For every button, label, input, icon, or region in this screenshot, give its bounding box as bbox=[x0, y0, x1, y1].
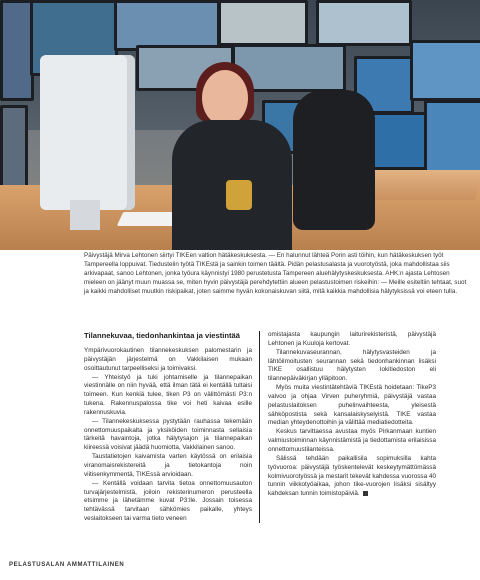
wall-monitor bbox=[316, 0, 412, 46]
column-divider bbox=[259, 331, 260, 523]
person-face bbox=[202, 70, 248, 126]
photo bbox=[0, 0, 480, 250]
wall-monitor bbox=[114, 0, 220, 51]
paragraph: Ympärivuorokautinen tilannekeskuksen palomestarin ja päivystäjän järjestelmä on Vakkilaisen mukaan osoittautunut tarpeelliseksi ja toimivaksi. bbox=[84, 347, 252, 372]
desk-monitor bbox=[368, 112, 428, 170]
paragraph: — Yhteistyö ja tuki johtamiselle ja tilannepaikan viestinnälle on niin hyvää, että ilman tätä ei kentällä tultaisi toimeen. Kun kenkiä tulee, tiken P3 on välittömästi P3:n tukena. Rakennuspalossa tike voi heti kaivaa esille rakennuskuvia. bbox=[84, 373, 252, 416]
monitor-stand bbox=[70, 200, 100, 230]
paragraph: Taustatietojen kaivamista varten käytössä on erilaisia viranomaisrekistereitä ja tietokantoja noin viitisenkymmentä, TIKEssä arvioidaan. bbox=[84, 453, 252, 478]
computer-monitor bbox=[40, 55, 135, 210]
rescue-badge-icon bbox=[226, 180, 252, 210]
paragraph: Tilannekuvaseurannan, hälytysvasteiden ja lähtöilmoitusten seurannan sekä tiedonhankinnan lisäksi TIKE osallistuu hälytysten lokitiedoston eli tilannepäiväkirjan ylläpitoon. bbox=[268, 348, 436, 383]
end-mark-icon bbox=[363, 491, 368, 496]
article-column-right bbox=[268, 331, 436, 499]
paragraph: Keskus tarvittaessa avustaa myös Pirkanmaan kuntien valmiustoiminnan käynnistämistä ja tiedottamista erilaisissa onnettomuustilanteissa. bbox=[268, 428, 436, 453]
wall-monitor bbox=[410, 40, 480, 101]
section-heading: Tilannekuvaa, tiedonhankintaa ja viestintää bbox=[84, 331, 241, 340]
office-chair bbox=[293, 90, 375, 230]
paragraph-last bbox=[268, 455, 436, 499]
paragraph: — Kentällä voidaan tarvita tietoa onnettomuusauton turvajärjestelmistä, joiloin rekisterinumeron perusteella etsimme ja lähetämme kuvat P3:lle. Jossain toisessa tehtävässä tarvitaan sähkömies paikalle, yhteys veslaitokseen tai varma tieto veneen bbox=[84, 479, 252, 523]
paragraph: — Tilannekeskuksessa pystytään rauhassa tekemään onnettomuuspaikalta ja yksiköiden toiminnasta sellaisia tärkeitä havaintoja, jotka hälytysajon ja tilannepaikan kiireessä voisivat jäädä huomiotta, Vakkilainen sanoo. bbox=[84, 417, 252, 452]
paragraph: omistajasta kaupungin laiturirekisteristä, päivystäjä Lehtonen ja Kuuloja kertovat. bbox=[268, 331, 436, 347]
paragraph-text: Sälissä tehdään paikallisila sopimuksilla kahta työvuoroa: päivystäjä työskentelevät keskeytymättömässä kolmivuorotyössä ja mestarit tekevät kahdessa vuorossa 40 tunnin viikkotyöaikaa, johon tike-vuorojen lisäksi sisältyy kahdeksan tunnin toimistopäiviä. bbox=[268, 454, 436, 498]
magazine-footer: PELASTUSALAN AMMATTILAINEN bbox=[9, 562, 125, 568]
desk-monitor bbox=[424, 100, 480, 176]
desk-monitor bbox=[0, 105, 28, 191]
paragraph: Myös muita viestintätehtäviä TIKEstä hoidetaan: TikeP3 valvoo ja ohjaa Virven puheryhmiä, päivystäjä vastaa pelastuslaitoksen puhelinvaihteesta, yleisestä sähköpostista sekä kansalaiskyselyistä. TIKE vastaa median yhteydenottoihin ja välittää mediatiedotteita. bbox=[268, 384, 436, 427]
wall-monitor bbox=[218, 0, 308, 46]
photo-caption: Päivystäjä Mirva Lehtonen siirtyi TIKEen valtion hätäkeskuksesta. — En halunnut lähteä Porin asti töihin, kun hätäkeskuksen työt Tampereella loppuivat. Tiedustelin työtä TIKEstä ja sainkin toimen täältä. Pidän pelastusalasta ja vuorotyöstä, joka mahdollistaa siis arkivapaat, sanoo Lehtonen, jonka työura käynnistyi 1980 perustetusta Tampereen aluehälytyskeskuksesta. AHK:n ajasta Lehtosen mieleen on jäänyt muun muassa se, miten hyvin päivystäjä perehdytettiin alueen pelastustoimen riskeihin: — Meille esiteltiin tehtaat, suot ja kaikki mahdolliset muutkin riskipaikat, joten saimme hyvän kokonaiskuvan siitä, mitä kaikkia mahdollisia hälytyksissä voi eteen tulla. bbox=[84, 252, 467, 295]
wall-monitor bbox=[0, 0, 34, 101]
article-column-left bbox=[84, 331, 252, 524]
